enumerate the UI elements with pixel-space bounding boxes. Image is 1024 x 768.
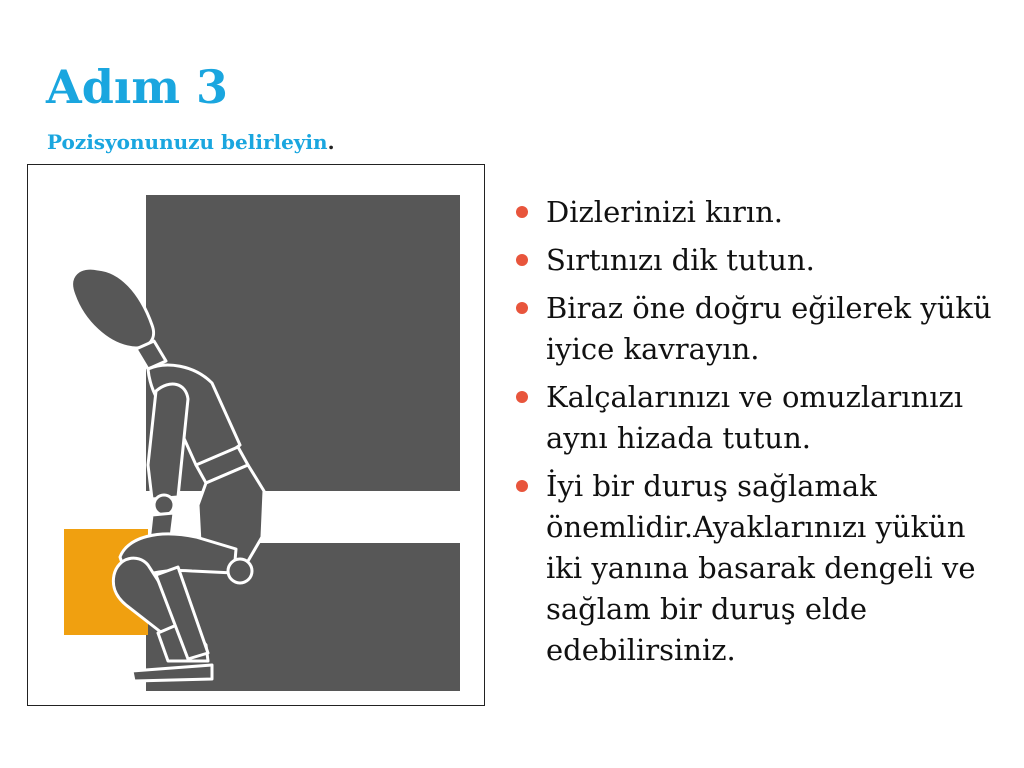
slide-subtitle (47, 130, 335, 154)
list-item-text: İyi bir duruş sağlamak önemlidir.Ayaklarınızı yükün iki yanına basarak dengeli ve sağlam bir duruş elde edebilirsiniz. (546, 469, 976, 667)
bullet-dot-icon (516, 254, 528, 266)
list-item-text: Biraz öne doğru eğilerek yükü iyice kavrayın. (546, 291, 992, 366)
list-item (516, 377, 996, 459)
list-item (516, 466, 996, 671)
instruction-list (516, 192, 996, 678)
subtitle-period: . (327, 130, 335, 154)
squatting-mannequin-lifting-box-icon (28, 165, 484, 705)
bullet-dot-icon (516, 480, 528, 492)
bullet-dot-icon (516, 391, 528, 403)
list-item-text: Dizlerinizi kırın. (546, 195, 783, 229)
bullet-dot-icon (516, 206, 528, 218)
list-item-text: Kalçalarınızı ve omuzlarınızı aynı hizada tutun. (546, 380, 964, 455)
list-item (516, 288, 996, 370)
bullet-dot-icon (516, 302, 528, 314)
lifting-illustration (27, 164, 485, 706)
subtitle-text: Pozisyonunuzu belirleyin (47, 130, 328, 154)
slide-title: Adım 3 (46, 60, 229, 114)
list-item (516, 192, 996, 233)
list-item (516, 240, 996, 281)
list-item-text: Sırtınızı dik tutun. (546, 243, 815, 277)
